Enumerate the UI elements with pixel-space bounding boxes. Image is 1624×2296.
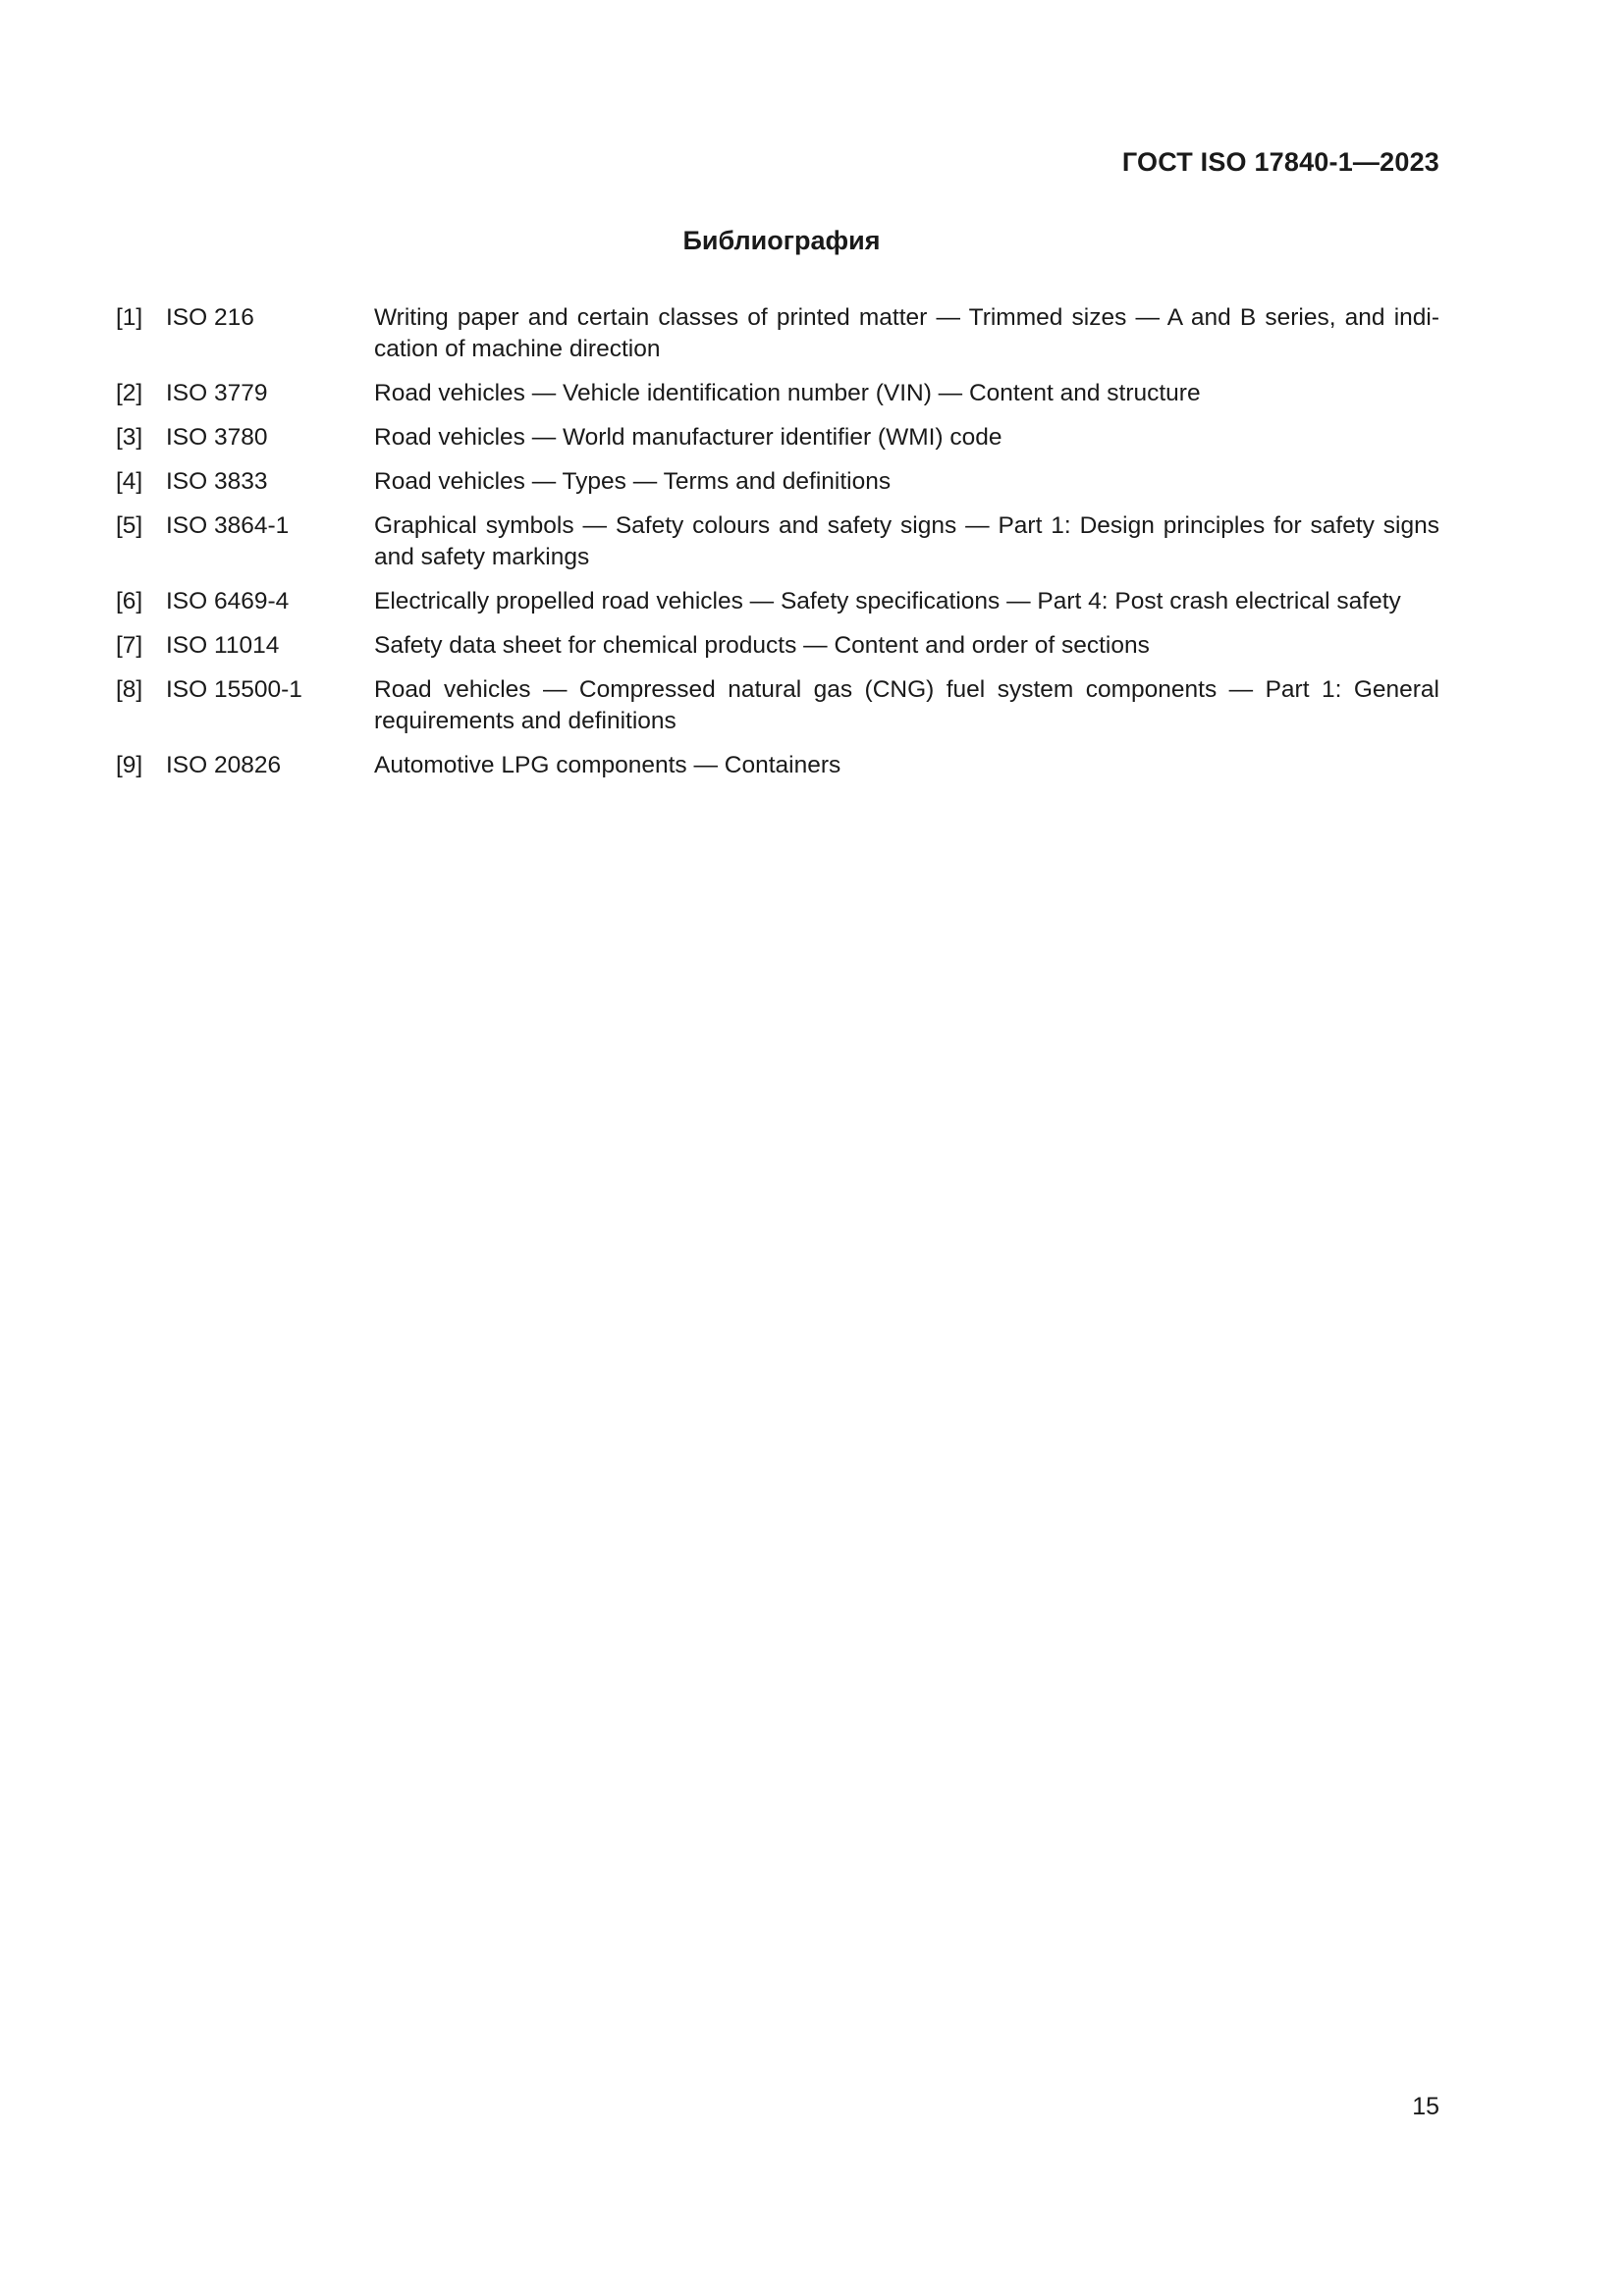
bibliography-list <box>116 302 1439 794</box>
entry-number: [3] <box>116 424 143 451</box>
entry-description: Safety data sheet for chemical products — Content and order of sections <box>374 632 1150 659</box>
entry-code: ISO 15500-1 <box>166 676 302 703</box>
bibliography-entry <box>116 586 1439 617</box>
entry-number: [1] <box>116 304 143 331</box>
entry-description: Graphical symbols — Safety colours and safety signs — Part 1: Design principles for safety signs and safety markings <box>374 512 1439 570</box>
entry-code: ISO 3780 <box>166 424 268 451</box>
entry-number: [7] <box>116 632 143 659</box>
entry-code: ISO 3779 <box>166 380 268 406</box>
entry-description: Automotive LPG components — Containers <box>374 752 841 778</box>
entry-number: [2] <box>116 380 143 406</box>
bibliography-entry <box>116 674 1439 737</box>
entry-description: Road vehicles — Types — Terms and definitions <box>374 468 892 495</box>
entry-description: Writing paper and certain classes of printed matter — Trimmed sizes — A and B series, and indi-cation of machine direction <box>374 304 1439 362</box>
bibliography-entry <box>116 422 1439 454</box>
entry-description: Road vehicles — Compressed natural gas (CNG) fuel system components — Part 1: General requirements and definitions <box>374 676 1439 734</box>
standard-code: ГОСТ ISO 17840-1—2023 <box>1121 147 1439 177</box>
bibliography-entry <box>116 466 1439 498</box>
entry-number: [5] <box>116 512 143 539</box>
bibliography-entry <box>116 750 1439 781</box>
entry-code: ISO 3864-1 <box>166 512 290 539</box>
entry-number: [6] <box>116 588 143 614</box>
entry-description: Road vehicles — Vehicle identification number (VIN) — Content and structure <box>374 380 1201 406</box>
entry-number: [9] <box>116 752 143 778</box>
bibliography-entry <box>116 630 1439 662</box>
bibliography-title: Библиография <box>682 226 881 255</box>
entry-number: [8] <box>116 676 143 703</box>
entry-code: ISO 20826 <box>166 752 282 778</box>
bibliography-entry <box>116 302 1439 365</box>
entry-code: ISO 6469-4 <box>166 588 290 614</box>
bibliography-entry <box>116 378 1439 409</box>
entry-code: ISO 216 <box>166 304 254 331</box>
bibliography-entry <box>116 510 1439 573</box>
page-number: 15 <box>1412 2093 1439 2120</box>
entry-description: Road vehicles — World manufacturer identifier (WMI) code <box>374 424 1002 451</box>
entry-code: ISO 3833 <box>166 468 268 495</box>
entry-code: ISO 11014 <box>166 632 280 659</box>
entry-description: Electrically propelled road vehicles — Safety specifications — Part 4: Post crash electrical safety <box>374 588 1401 614</box>
entry-number: [4] <box>116 468 143 495</box>
